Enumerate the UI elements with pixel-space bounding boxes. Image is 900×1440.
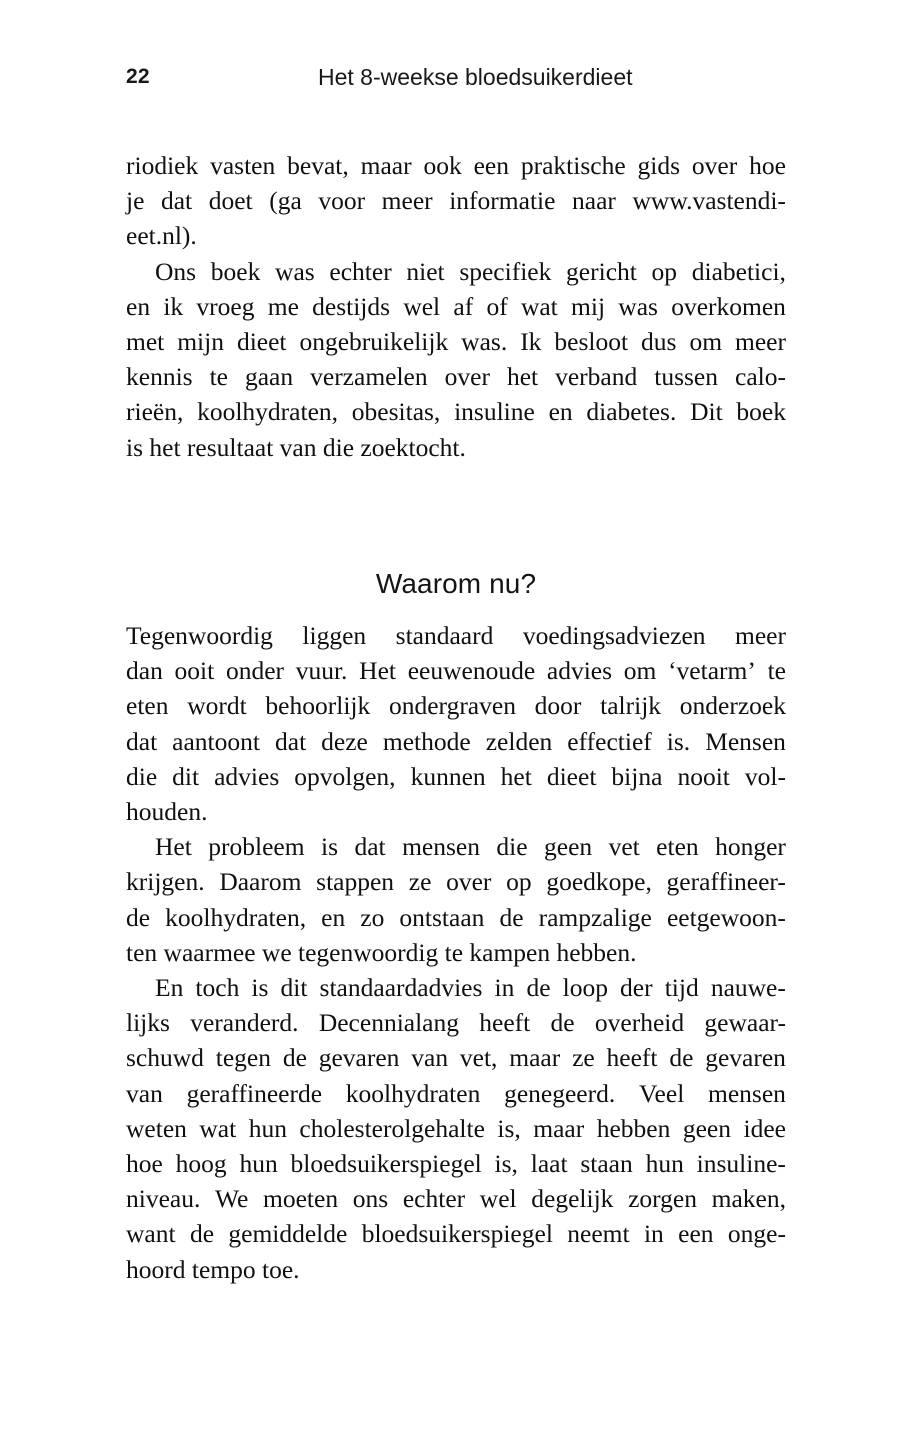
text-line: de koolhydraten, en zo ontstaan de rampzalige eetgewoon- — [126, 902, 786, 932]
text-line: dan ooit onder vuur. Het eeuwenoude advies om ‘vetarm’ te — [126, 656, 786, 686]
running-title: Het 8-weekse bloedsuikerdieet — [318, 64, 633, 90]
text-line: Tegenwoordig liggen standaard voedingsadviezen meer — [126, 621, 786, 650]
text-line: kennis te gaan verzamelen over het verband tussen calo- — [126, 362, 786, 392]
paragraph-riodiek-vasten — [126, 148, 786, 254]
text-line: en ik vroeg me destijds wel af of wat mij was overkomen — [126, 291, 786, 321]
text-line: van geraffineerde koolhydraten genegeerd. Veel mensen — [126, 1078, 786, 1108]
section-heading: Waarom nu? — [375, 568, 537, 600]
text-line: met mijn dieet ongebruikelijk was. Ik besloot dus om meer — [126, 327, 786, 357]
text-line: je dat doet (ga voor meer informatie naar www.vastendi- — [126, 186, 786, 216]
text-line: eet.nl). — [126, 221, 197, 251]
text-line: ten waarmee we tegenwoordig te kampen hebben. — [126, 937, 637, 967]
text-line: rieën, koolhydraten, obesitas, insuline en diabetes. Dit boek — [126, 397, 786, 427]
text-line: krijgen. Daarom stappen ze over op goedkope, geraffineer- — [126, 867, 786, 897]
paragraph-en-toch — [126, 970, 786, 1287]
text-line: is het resultaat van die zoektocht. — [126, 432, 466, 462]
text-line: schuwd tegen de gevaren van vet, maar ze heeft de gevaren — [126, 1043, 786, 1073]
text-line: Ons boek was echter niet specifiek gericht op diabetici, — [155, 256, 786, 286]
paragraph-ons-boek — [126, 254, 786, 465]
text-line: hoord tempo toe. — [126, 1254, 300, 1284]
running-header — [126, 62, 786, 96]
text-line: En toch is dit standaardadvies in de loop der tijd nauwe- — [155, 973, 786, 1003]
text-line: weten wat hun cholesterolgehalte is, maar hebben geen idee — [126, 1113, 786, 1143]
text-line: riodiek vasten bevat, maar ook een praktische gids over hoe — [126, 151, 786, 180]
text-line: eten wordt behoorlijk ondergraven door talrijk onderzoek — [126, 691, 786, 721]
text-line: hoe hoog hun bloedsuikerspiegel is, laat staan hun insuline- — [126, 1149, 786, 1179]
text-line: want de gemiddelde bloedsuikerspiegel neemt in een onge- — [126, 1219, 786, 1249]
page-number: 22 — [126, 65, 150, 88]
paragraph-tegenwoordig — [126, 618, 786, 829]
text-line: dat aantoont dat deze methode zelden effectief is. Mensen — [126, 726, 786, 756]
text-line: houden. — [126, 797, 208, 827]
text-line: niveau. We moeten ons echter wel degelijk zorgen maken, — [126, 1184, 786, 1214]
text-line: die dit advies opvolgen, kunnen het dieet bijna nooit vol- — [126, 761, 786, 791]
text-column-upper — [126, 148, 786, 465]
paragraph-het-probleem — [126, 829, 786, 970]
text-column-lower — [126, 618, 786, 1287]
text-line: lijks veranderd. Decennialang heeft de overheid gewaar- — [126, 1008, 786, 1038]
text-line: Het probleem is dat mensen die geen vet eten honger — [155, 832, 786, 862]
